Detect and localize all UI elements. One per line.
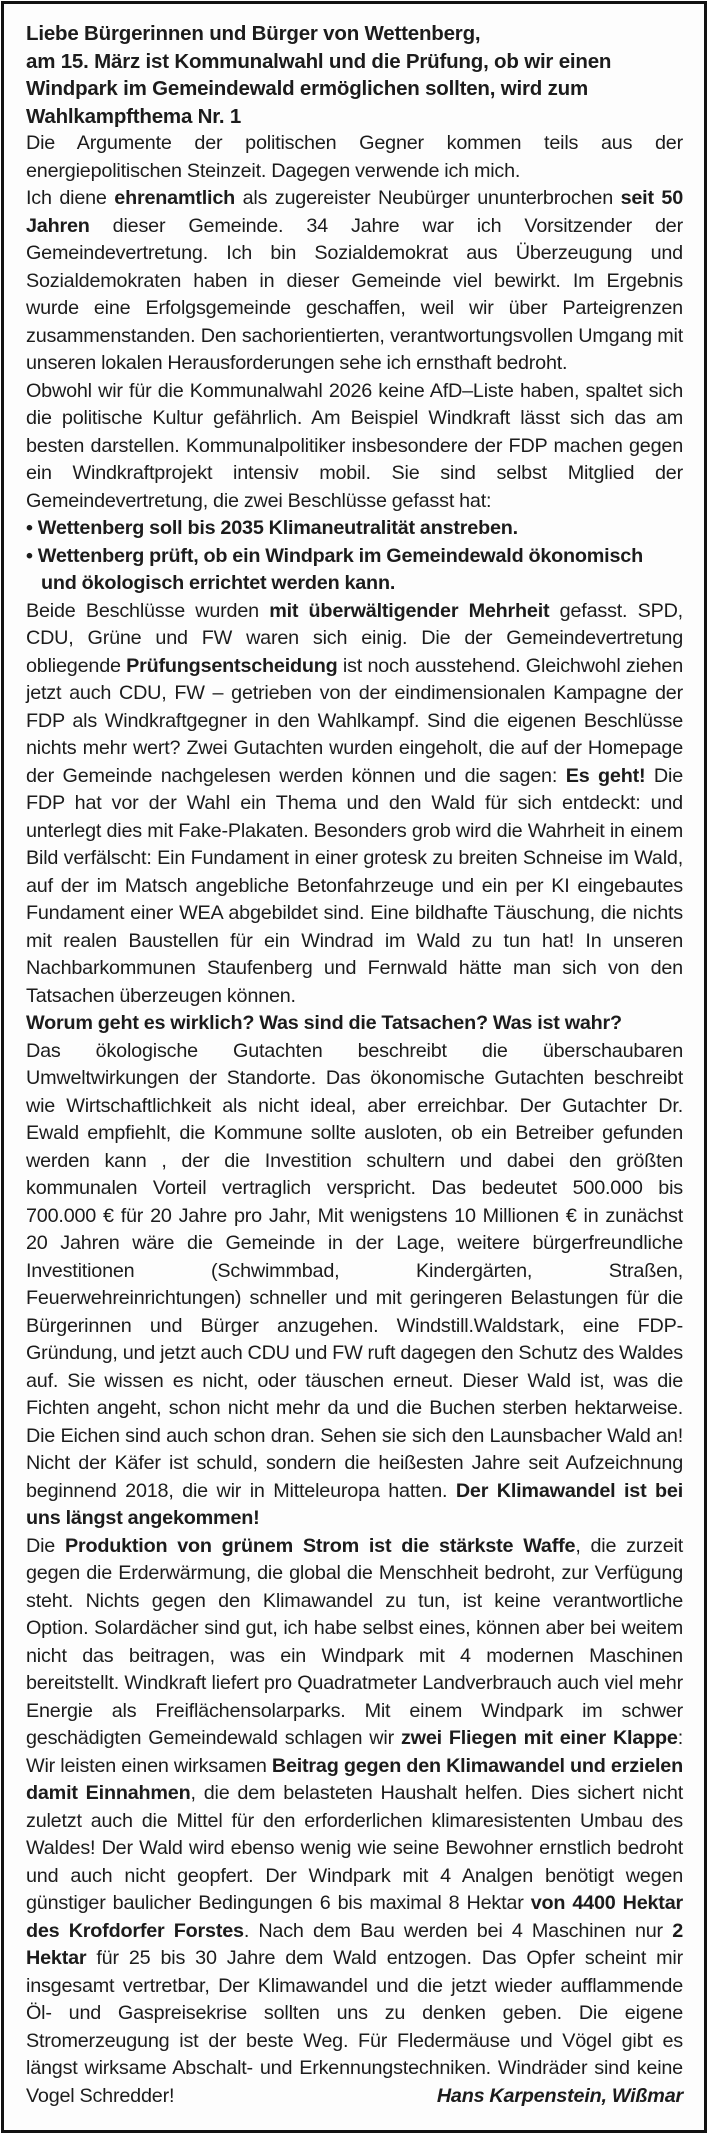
bullet-marker: • [26,517,38,539]
paragraph [26,1038,683,1533]
text-run: Worum geht es wirklich? Was sind die Tatsachen? Was ist wahr? [26,1012,622,1034]
text-run: Der Klimawandel ist bei uns längst angekommen! [26,1479,684,1529]
text-run: Ich diene [26,187,115,209]
paragraph [26,130,683,185]
text-run: Wettenberg soll bis 2035 Klimaneutralität anstreben. [37,517,518,539]
text-run: Prüfungsentscheidung [126,654,338,677]
text-run: ist noch ausstehend. Gleichwohl ziehen jetzt auch CDU, FW – getrieben von der eindimensionalen Kampagne der FDP als Windkraftgegner in den Wahlkampf. Sind die eigenen Beschlüsse nichts mehr wert? Zwei Gutachten wurden eingeholt, die auf der Homepage der Gemeinde nachgelesen werden können und die sagen: [26,654,684,787]
bullet-item [26,515,683,543]
bullet-marker: • [26,544,38,567]
paragraph [26,1533,683,2111]
text-run: als zugereister Neubürger ununterbrochen [235,187,621,209]
text-run: Beitrag gegen den Klimawandel und erzielen damit Einnahmen [26,1754,683,1804]
headline-line: am 15. März ist Kommunalwahl und die Prüfung, ob wir einen [26,49,612,73]
text-run: Das ökologische Gutachten beschreibt die überschaubaren Umweltwirkungen der Standorte. Das ökonomische Gutachten beschreibt wie Wirtschaftlichkeit als nicht ideal, aber erreichbar. Der Gutachter Dr. Ewald empfiehlt, die Kommune sollte ausloten, ob ein Betreiber gefunden werden kann , der die Investition schultern und dabei den größten kommunalen Vorteil vertraglich verspricht. Das bedeutet 500.000 bis 700.000 € für 20 Jahre pro Jahr, Mit wenigstens 10 Millionen € in zunächst 20 Jahren wäre die Gemeinde in der Lage, weitere bürgerfreundliche Investitionen (Schwimmbad, Kindergärten, Straßen, Feuerwehreinrichtungen) schneller und mit geringeren Belastungen für die Bürgerinnen und Bürger anzugehen. Windstill.Waldstark, eine FDP-Gründung, und jetzt auch CDU und FW ruft dagegen den Schutz des Waldes auf. Sie wissen es nicht, oder täuschen erneut. Dieser Wald ist, was die Fichten angeht, schon nicht mehr da und die Buchen sterben hektarweise. Die Eichen sind auch schon dran. Sehen sie sich den Launsbacher Wald an! Nicht der Käfer ist schuld, sondern die heißesten Jahre seit Aufzeichnung beginnend 2018, die wir in Mitteleuropa hatten. [26,1039,683,1502]
text-run: für 25 bis 30 Jahre dem Wald entzogen. Das Opfer scheint mir insgesamt vertretbar, Der Klimawandel und die jetzt wieder aufflammende Öl- und Gaspreisekrise sollten uns zu denken geben. Die eigene Stromerzeugung ist der beste Weg. Für Fledermäuse und Vögel gibt es längst wirksame Abschalt- und Erkennungstechniken. Windräder sind keine Vogel Schredder! [26,1947,683,2107]
text-run: , die zurzeit gegen die Erderwärmung, die global die Menschheit bedroht, zur Verfügung steht. Nichts gegen den Klimawandel zu tun, ist keine verantwortliche Option. Solardächer sind gut, ich habe selbst eines, können aber bei weitem nicht das beitragen, was ein Windpark mit 4 modernen Maschinen bereitstellt. Windkraft liefert pro Quadratmeter Landverbrauch auch viel mehr Energie als Freiflächensolarparks. Mit einem Windpark im schwer geschädigten Gemeindewald schlagen wir [26,1534,684,1749]
author-signature: Hans Karpenstein, Wißmar [436,2084,683,2107]
paragraph [26,598,683,1011]
article-body [26,130,683,2110]
text-run: Die [26,1534,65,1557]
text-run: gefasst. SPD, CDU, Grüne und FW waren sich einig. Die der Gemeindevertretung obliegende [26,599,683,677]
text-run: Die FDP hat vor der Wahl ein Thema und den Wald für sich entdeckt: und unterlegt dies mit Fake-Plakaten. Besonders grob wird die Wahrheit in einem Bild verfälscht: Ein Fundament in einer grotesk zu breiten Schneise im Wald, auf der im Matsch angebliche Betonfahrzeuge und ein per KI eingebautes Fundament einer WEA abgebildet sind. Eine bildhafte Täuschung, die nichts mit realen Baustellen für ein Windrad im Wald zu tun hat! In unseren Nachbarkommunen Staufenberg und Fernwald hätte man sich von den Tatsachen überzeugen können. [26,764,684,1007]
headline-line: Liebe Bürgerinnen und Bürger von Wettenberg, [26,22,481,45]
bullet-item [26,543,683,598]
section-heading [26,1010,683,1038]
text-run: von 4400 Hektar des Krofdorfer Forstes [26,1892,683,1942]
text-run: ehrenamtlich [114,187,236,209]
text-run: dieser Gemeinde. 34 Jahre war ich Vorsitzender der Gemeindevertretung. Ich bin Sozialdemokrat aus Überzeugung und Sozialdemokraten haben in dieser Gemeinde viel bewirkt. Im Ergebnis wurde eine Erfolgsgemeinde geschaffen, weil wir über Parteigrenzen zusammenstanden. Den sachorientierten, verantwortungsvollen Umgang mit unseren lokalen Herausforderungen sehe ich ernsthaft bedroht. [26,214,683,374]
paragraph [26,185,683,378]
text-run: , die dem belasteten Haushalt helfen. Dies sichert nicht zuletzt auch die Mittel für den erforderlichen klimaresistenten Umbau des Waldes! Der Wald wird ebenso wenig wie seine Bewohner ernstlich bedroht und auch nicht geopfert. Der Windpark mit 4 Analgen benötigt wegen günstiger baulicher Bedingungen 6 bis maximal 8 Hektar [26,1782,683,1914]
text-run: Die Argumente der politischen Gegner kommen teils aus der energiepolitischen Steinzeit. Dagegen verwende ich mich. [26,132,683,182]
article-headline [26,20,683,130]
article-page [1,1,707,2133]
headline-line: Windpark im Gemeindewald ermöglichen sollten, wird zum [26,77,588,100]
text-run: Beide Beschlüsse wurden [26,599,270,622]
text-run: : Wir leisten einen wirksamen [26,1727,683,1777]
text-run: seit 50 Jahren [26,187,683,237]
text-run: Produktion von grünem Strom ist die stärkste Waffe [64,1534,576,1557]
text-run: Es geht! [565,764,646,787]
text-run: Obwohl wir für die Kommunalwahl 2026 keine AfD–Liste haben, spaltet sich die politische Kultur gefährlich. Am Beispiel Windkraft lässt sich das am besten darstellen. Kommunalpolitiker insbesondere der FDP machen gegen ein Windkraftprojekt intensiv mobil. Sie sind selbst Mitglied der Gemeindevertretung, die zwei Beschlüsse gefasst hat: [26,379,683,512]
paragraph [26,378,683,516]
headline-line: Wahlkampfthema Nr. 1 [26,104,242,128]
text-run: Wettenberg prüft, ob ein Windpark im Gemeindewald ökonomisch und ökologisch errichtet werden kann. [37,544,643,594]
text-run: zwei Fliegen mit einer Klappe [400,1727,678,1749]
text-run: mit überwältigender Mehrheit [269,599,550,622]
text-run: 2 Hektar [26,1919,683,1969]
text-run: . Nach dem Bau werden bei 4 Maschinen nur [243,1919,673,1942]
